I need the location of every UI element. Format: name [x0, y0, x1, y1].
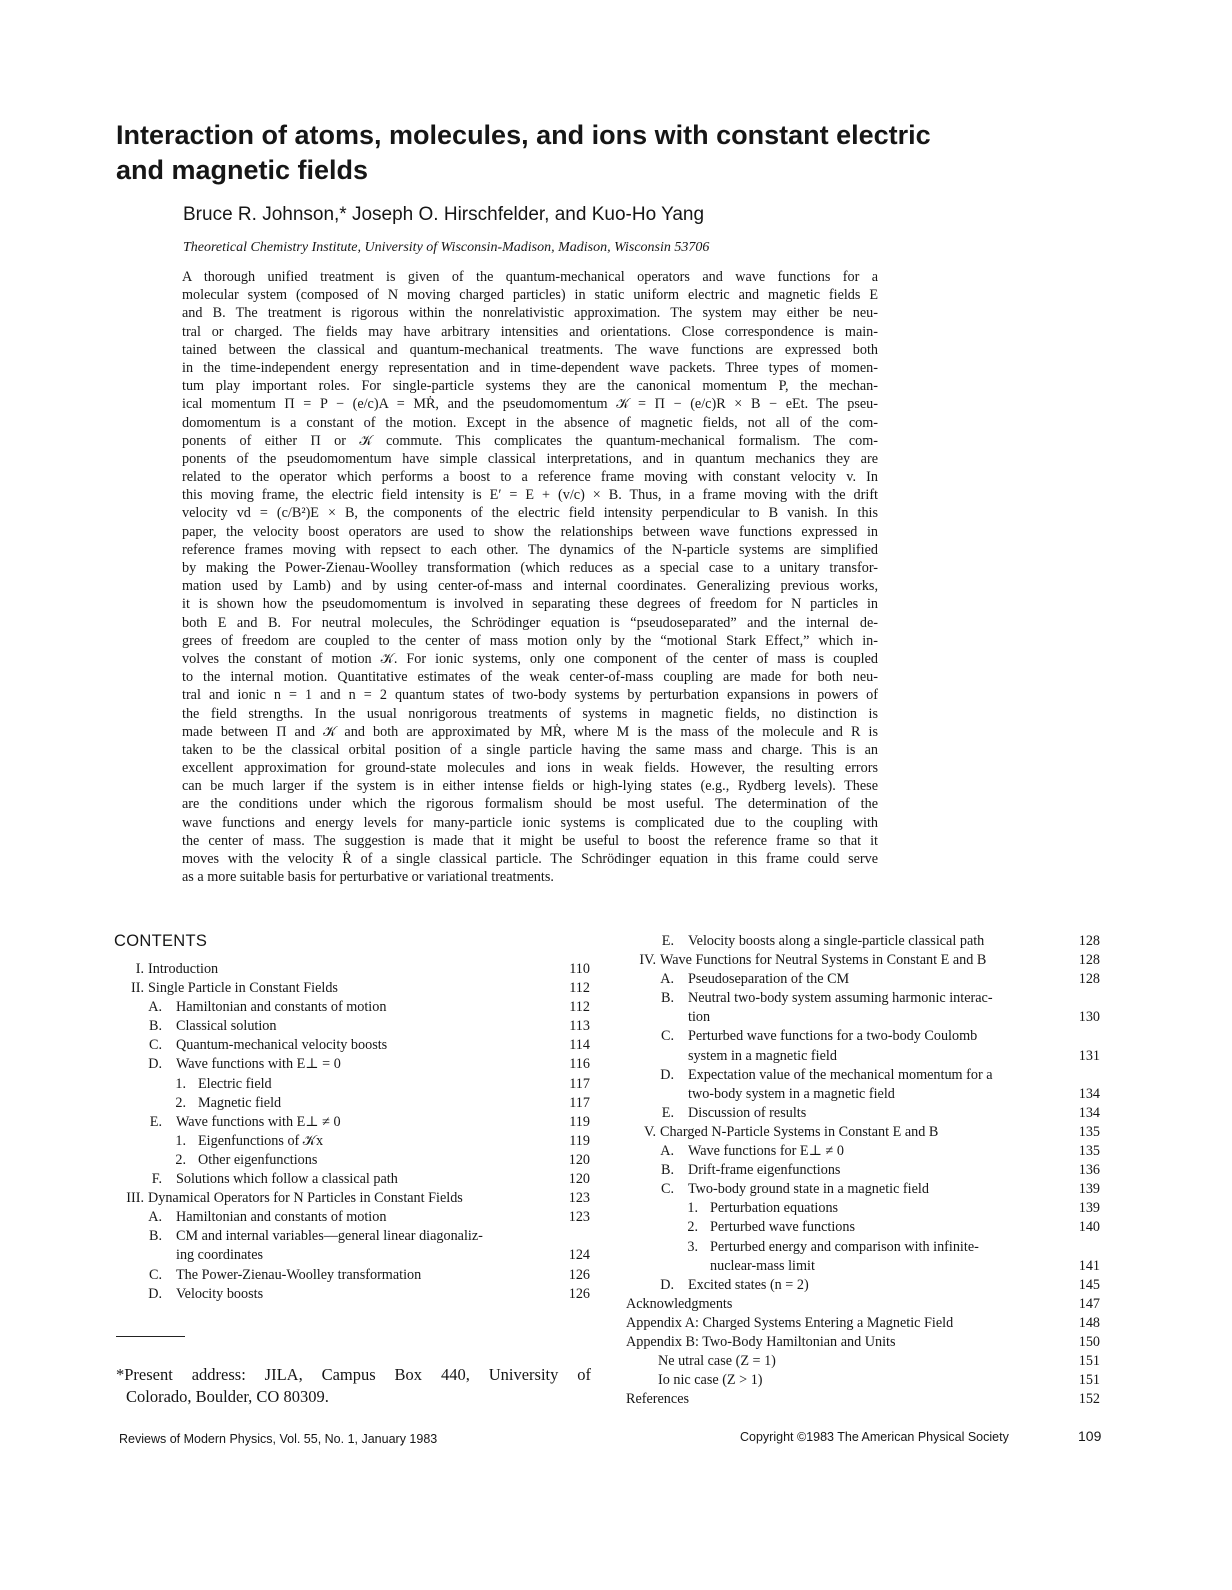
toc-entry-title: CM and internal variables—general linear diagonaliz- — [176, 1228, 483, 1245]
toc-entry-title: Neutral two-body system assuming harmonic interac- — [688, 990, 993, 1007]
toc-entry-title: Solutions which follow a classical path — [176, 1171, 398, 1188]
abstract-line: wave functions and energy levels for many-particle ionic systems is complicated due to the coupling with — [182, 814, 878, 831]
toc-entry-page: 119 — [569, 1113, 590, 1130]
abstract-line: ponents of the pseudomomentum have simple classical interpretations, and in quantum mechanics they are — [182, 450, 878, 467]
abstract-line: by making the Power-Zienau-Woolley transformation (which reduces as a special case to a unitary transfor- — [182, 560, 878, 576]
abstract-line: ical momentum Π = P − (e/c)A = MṘ, and the pseudomomentum 𝒦 = Π − (e/c)R × B − eEt. The pseu- — [182, 396, 878, 413]
toc-entry-number: A. — [660, 971, 674, 988]
toc-entry-title: Perturbed wave functions for a two-body Coulomb — [688, 1028, 978, 1045]
toc-entry — [626, 1276, 1100, 1295]
toc-entry — [114, 1017, 590, 1036]
toc-entry — [114, 1113, 590, 1132]
copyright-notice: Copyright ©1983 The American Physical Society — [740, 1430, 1009, 1444]
toc-entry-page: 117 — [569, 1094, 590, 1111]
toc-entry-number: C. — [660, 1028, 674, 1045]
toc-entry-number: E. — [149, 1113, 162, 1130]
abstract-line: it is shown how the pseudomomentum is involved in separating these degrees of freedom for N particles in — [182, 596, 878, 613]
toc-entry-title: Quantum-mechanical velocity boosts — [176, 1037, 388, 1054]
paper-title — [116, 118, 996, 188]
toc-entry-page: 130 — [1078, 1009, 1100, 1026]
toc-entry — [114, 1151, 590, 1170]
toc-entry — [626, 1314, 1100, 1333]
toc-entry-page: 152 — [1078, 1391, 1100, 1408]
toc-entry-title: Appendix B: Two-Body Hamiltonian and Units — [626, 1333, 896, 1350]
toc-entry-title: References — [626, 1391, 690, 1408]
toc-entry-title: Expectation value of the mechanical momentum for a — [688, 1066, 993, 1083]
toc-entry — [114, 1189, 590, 1208]
toc-entry-number: D. — [660, 1276, 674, 1293]
toc-entry-page: 140 — [1078, 1219, 1100, 1236]
toc-entry-number: C. — [660, 1181, 674, 1198]
toc-entry-title: Pseudoseparation of the CM — [688, 971, 850, 988]
toc-entry — [626, 1047, 1100, 1066]
title-line: Interaction of atoms, molecules, and ions with constant electric — [116, 120, 931, 150]
toc-entry-page: 148 — [1078, 1314, 1100, 1331]
toc-entry-page: 139 — [1078, 1181, 1100, 1198]
toc-entry — [626, 1180, 1100, 1199]
toc-entry — [114, 1227, 590, 1246]
toc-entry-page: 112 — [569, 999, 590, 1016]
toc-entry — [626, 1352, 1100, 1371]
toc-entry — [114, 1170, 590, 1189]
toc-entry-number: F. — [151, 1171, 162, 1188]
toc-entry-title: Electric field — [198, 1075, 272, 1092]
toc-entry-number: III. — [126, 1190, 144, 1207]
toc-entry — [626, 989, 1100, 1008]
abstract-line: tum play important roles. For single-particle systems they are the canonical momentum P, the mechan- — [182, 378, 878, 395]
abstract-line: velocity vd = (c/B²)E × B, the components of the electric field intensity perpendicular to B vanish. In this — [182, 505, 878, 522]
toc-entry-page: 131 — [1078, 1047, 1100, 1064]
abstract-line: grees of freedom are coupled to the center of mass motion only by the “motional Stark Effect,” which in- — [182, 632, 878, 649]
toc-entry — [626, 932, 1100, 951]
toc-entry-number: B. — [660, 1162, 674, 1179]
toc-entry-number: A. — [148, 1209, 162, 1226]
toc-entry — [626, 1104, 1100, 1123]
toc-entry — [626, 1161, 1100, 1180]
abstract-line: reference frames moving with repsect to each other. The dynamics of the N-particle systems are simplified — [182, 541, 878, 558]
toc-entry-page: 136 — [1078, 1162, 1100, 1179]
toc-entry — [626, 1066, 1100, 1085]
toc-entry-page: 126 — [568, 1266, 590, 1283]
toc-entry — [114, 1075, 590, 1094]
toc-entry — [114, 1055, 590, 1074]
abstract-line: excellent approximation for ground-state molecules and ions in weak fields. However, the resulting errors — [182, 760, 878, 777]
toc-entry-title: Perturbed wave functions — [710, 1219, 855, 1236]
abstract-line: the center of mass. The suggestion is made that it might be useful to boost the reference frame so that it — [182, 832, 878, 849]
toc-entry — [114, 960, 590, 979]
toc-entry — [114, 979, 590, 998]
toc-entry — [114, 998, 590, 1017]
abstract-line: to the internal motion. Quantitative estimates of the weak center-of-mass coupling are made for both neu- — [182, 669, 878, 686]
footnote-rule — [116, 1336, 185, 1337]
abstract-line: are the conditions under which the rigorous formalism should be most useful. The determination of the — [182, 796, 878, 813]
toc-entry — [626, 1123, 1100, 1142]
toc-entry-page: 128 — [1078, 971, 1100, 988]
toc-entry-title: Eigenfunctions of 𝒦x — [198, 1132, 324, 1149]
abstract-line: related to the operator which performs a boost to a reference frame moving with constant velocity v. In — [182, 469, 878, 486]
toc-entry-number: 3. — [687, 1238, 698, 1255]
toc-entry — [626, 1333, 1100, 1352]
toc-entry-number: C. — [148, 1266, 162, 1283]
toc-entry-page: 114 — [569, 1037, 590, 1054]
toc-entry-page: 123 — [568, 1209, 590, 1226]
toc-entry-title: Appendix A: Charged Systems Entering a Magnetic Field — [626, 1314, 954, 1331]
abstract-line: this moving frame, the electric field intensity is E′ = E + (v/c) × B. Thus, in a frame moving with the drift — [182, 487, 878, 504]
toc-entry-page: 110 — [569, 961, 590, 977]
abstract-line: mation used by Lamb) and by using center-of-mass and internal coordinates. Generalizing previous works, — [182, 578, 878, 595]
abstract-line: volves the constant of motion 𝒦. For ionic systems, only one component of the center of mass is coupled — [182, 650, 878, 667]
toc-entry-number: II. — [131, 980, 144, 997]
toc-entry-title: Other eigenfunctions — [198, 1151, 318, 1168]
toc-entry-title: Ne utral case (Z = 1) — [658, 1353, 776, 1370]
toc-entry — [626, 1390, 1100, 1409]
toc-entry-title: Perturbed energy and comparison with infinite- — [710, 1238, 979, 1255]
abstract — [182, 268, 878, 886]
toc-entry-number: C. — [148, 1037, 162, 1054]
toc-entry-number: 2. — [175, 1094, 186, 1111]
footnote-line: *Present address: JILA, Campus Box 440, University of — [116, 1365, 591, 1384]
toc-entry — [114, 1208, 590, 1227]
table-of-contents-right — [626, 932, 1100, 1409]
toc-entry-number: E. — [661, 933, 674, 949]
toc-entry — [626, 970, 1100, 989]
toc-entry — [626, 1142, 1100, 1161]
toc-entry-number: V. — [644, 1123, 656, 1140]
toc-entry-page: 112 — [569, 980, 590, 997]
toc-entry-number: IV. — [639, 952, 656, 969]
toc-entry-number: 1. — [687, 1200, 698, 1217]
toc-entry-page: 116 — [569, 1056, 590, 1073]
toc-entry-title: Dynamical Operators for N Particles in Constant Fields — [148, 1190, 463, 1207]
table-of-contents-left — [114, 960, 590, 1304]
toc-entry-page: 123 — [568, 1190, 590, 1207]
footnote — [116, 1364, 591, 1408]
toc-entry-title: Discussion of results — [688, 1104, 807, 1121]
title-line: and magnetic fields — [116, 155, 369, 185]
abstract-line: paper, the velocity boost operators are used to show the relationships between wave functions expressed in — [182, 523, 878, 540]
abstract-line: tral or charged. The fields may have arbitrary intensities and orientations. Close correspondence is main- — [182, 323, 878, 340]
toc-entry — [114, 1285, 590, 1304]
toc-entry — [626, 1257, 1100, 1276]
abstract-line: taken to be the classical orbital position of a single particle having the same mass and charge. This is an — [182, 741, 878, 758]
toc-entry-page: 134 — [1078, 1104, 1100, 1121]
toc-entry — [114, 1094, 590, 1113]
toc-entry-page: 135 — [1078, 1123, 1100, 1140]
toc-entry-number: 1. — [175, 1132, 186, 1149]
toc-entry-page: 141 — [1078, 1257, 1100, 1274]
toc-entry-number: B. — [148, 1228, 162, 1245]
toc-entry-number: I. — [135, 961, 144, 977]
toc-entry-title: nuclear-mass limit — [710, 1257, 815, 1274]
toc-entry-title: Wave functions with E⊥ = 0 — [176, 1056, 341, 1073]
toc-entry-page: 135 — [1078, 1143, 1100, 1160]
abstract-line: can be much larger if the system is in either intense fields or high-lying states (e.g., Rydberg levels). These — [182, 778, 878, 795]
toc-entry-page: 147 — [1078, 1295, 1100, 1312]
toc-entry-title: Classical solution — [176, 1018, 277, 1035]
toc-entry-page: 151 — [1078, 1372, 1100, 1389]
toc-entry-title: Charged N-Particle Systems in Constant E and B — [660, 1123, 939, 1140]
abstract-line: tained between the classical and quantum-mechanical treatments. The wave functions are expressed both — [182, 341, 878, 358]
abstract-line: molecular system (composed of N moving charged particles) in static uniform electric and magnetic fields E — [182, 287, 878, 304]
toc-entry — [626, 1371, 1100, 1390]
toc-entry-title: Hamiltonian and constants of motion — [176, 1209, 387, 1226]
toc-entry-title: Introduction — [148, 961, 219, 977]
toc-entry-number: 2. — [687, 1219, 698, 1236]
toc-entry — [626, 1238, 1100, 1257]
abstract-line: A thorough unified treatment is given of the quantum-mechanical operators and wave functions for a — [182, 269, 878, 285]
toc-entry-number: D. — [148, 1056, 162, 1073]
toc-entry-page: 120 — [568, 1151, 590, 1168]
toc-entry-title: Hamiltonian and constants of motion — [176, 999, 387, 1016]
toc-entry-page: 134 — [1078, 1085, 1100, 1102]
toc-entry — [626, 1085, 1100, 1104]
footnote-line: Colorado, Boulder, CO 80309. — [126, 1387, 329, 1406]
abstract-line: in the time-independent energy representation and in time-dependent wave packets. Three types of momen- — [182, 359, 878, 376]
journal-citation: Reviews of Modern Physics, Vol. 55, No. 1, January 1983 — [119, 1432, 438, 1446]
toc-entry — [626, 1027, 1100, 1046]
toc-entry-page: 119 — [569, 1132, 590, 1149]
toc-entry-title: Wave functions for E⊥ ≠ 0 — [688, 1143, 844, 1160]
abstract-line: ponents of either Π or 𝒦 commute. This complicates the quantum-mechanical formalism. The com- — [182, 432, 878, 449]
toc-entry-number: D. — [660, 1066, 674, 1083]
page-number: 109 — [1078, 1428, 1102, 1444]
toc-entry-page: 117 — [569, 1075, 590, 1092]
toc-entry-number: 1. — [175, 1075, 186, 1092]
toc-entry-number: B. — [148, 1018, 162, 1035]
toc-entry-title: Drift-frame eigenfunctions — [688, 1162, 841, 1179]
toc-entry — [114, 1246, 590, 1265]
toc-entry — [114, 1132, 590, 1151]
toc-entry — [114, 1036, 590, 1055]
toc-entry-title: Perturbation equations — [710, 1200, 839, 1217]
toc-entry-title: Magnetic field — [198, 1094, 282, 1111]
toc-entry-page: 151 — [1078, 1353, 1100, 1370]
abstract-line: moves with the velocity Ṙ of a single classical particle. The Schrödinger equation in this frame could serve — [182, 851, 878, 867]
abstract-line: domomentum is a constant of the motion. Except in the absence of magnetic fields, not all of the com- — [182, 414, 878, 431]
abstract-line: made between Π and 𝒦 and both are approximated by MṘ, where M is the mass of the molecule and R is — [182, 723, 878, 740]
toc-entry-title: Single Particle in Constant Fields — [148, 980, 338, 997]
toc-entry-page: 128 — [1078, 933, 1100, 949]
toc-entry — [626, 1199, 1100, 1218]
toc-entry-page: 150 — [1078, 1333, 1100, 1350]
toc-entry-page: 113 — [569, 1018, 590, 1035]
toc-entry-title: Acknowledgments — [626, 1295, 733, 1312]
abstract-line: and B. The treatment is rigorous within the nonrelativistic approximation. The system may either be neu- — [182, 305, 878, 322]
toc-entry-title: Wave Functions for Neutral Systems in Constant E and B — [660, 952, 987, 969]
toc-entry-title: Wave functions with E⊥ ≠ 0 — [176, 1113, 341, 1130]
toc-entry-title: system in a magnetic field — [688, 1047, 837, 1064]
toc-entry-title: Excited states (n = 2) — [688, 1276, 809, 1293]
toc-entry-title: Velocity boosts along a single-particle classical path — [688, 933, 985, 949]
toc-entry-number: E. — [661, 1104, 674, 1121]
toc-entry-title: Two-body ground state in a magnetic field — [688, 1181, 929, 1198]
toc-entry-title: tion — [688, 1009, 711, 1026]
toc-entry-title: two-body system in a magnetic field — [688, 1085, 895, 1102]
toc-entry — [626, 1008, 1100, 1027]
abstract-line: the field strengths. In the usual nonrigorous treatments of systems in magnetic fields, no distinction is — [182, 705, 878, 722]
toc-entry-title: ing coordinates — [176, 1247, 264, 1264]
toc-entry-number: 2. — [175, 1151, 186, 1168]
author-list: Bruce R. Johnson,* Joseph O. Hirschfelder, and Kuo-Ho Yang — [183, 204, 705, 225]
toc-entry — [626, 1218, 1100, 1237]
toc-entry — [114, 1266, 590, 1285]
toc-entry-page: 128 — [1078, 952, 1100, 969]
toc-entry-title: Io nic case (Z > 1) — [658, 1372, 763, 1389]
abstract-line: both E and B. For neutral molecules, the Schrödinger equation is “pseudoseparated” and the internal de- — [182, 614, 878, 631]
toc-entry — [626, 1295, 1100, 1314]
abstract-line: tral and ionic n = 1 and n = 2 quantum states of two-body systems by perturbation expansions in powers of — [182, 687, 878, 704]
toc-entry-page: 139 — [1078, 1200, 1100, 1217]
contents-heading: CONTENTS — [114, 932, 208, 950]
toc-entry-page: 145 — [1078, 1276, 1100, 1293]
toc-entry-number: D. — [148, 1285, 162, 1302]
affiliation: Theoretical Chemistry Institute, University of Wisconsin-Madison, Madison, Wisconsin 53706 — [183, 240, 710, 255]
toc-entry-page: 126 — [568, 1285, 590, 1302]
toc-entry-number: B. — [660, 990, 674, 1007]
toc-entry-page: 120 — [568, 1171, 590, 1188]
toc-entry-number: A. — [660, 1143, 674, 1160]
abstract-line: as a more suitable basis for perturbative or variational treatments. — [182, 869, 554, 886]
toc-entry-page: 124 — [568, 1247, 590, 1264]
toc-entry-title: The Power-Zienau-Woolley transformation — [176, 1266, 422, 1283]
toc-entry-title: Velocity boosts — [176, 1285, 264, 1302]
toc-entry-number: A. — [148, 999, 162, 1016]
toc-entry — [626, 951, 1100, 970]
